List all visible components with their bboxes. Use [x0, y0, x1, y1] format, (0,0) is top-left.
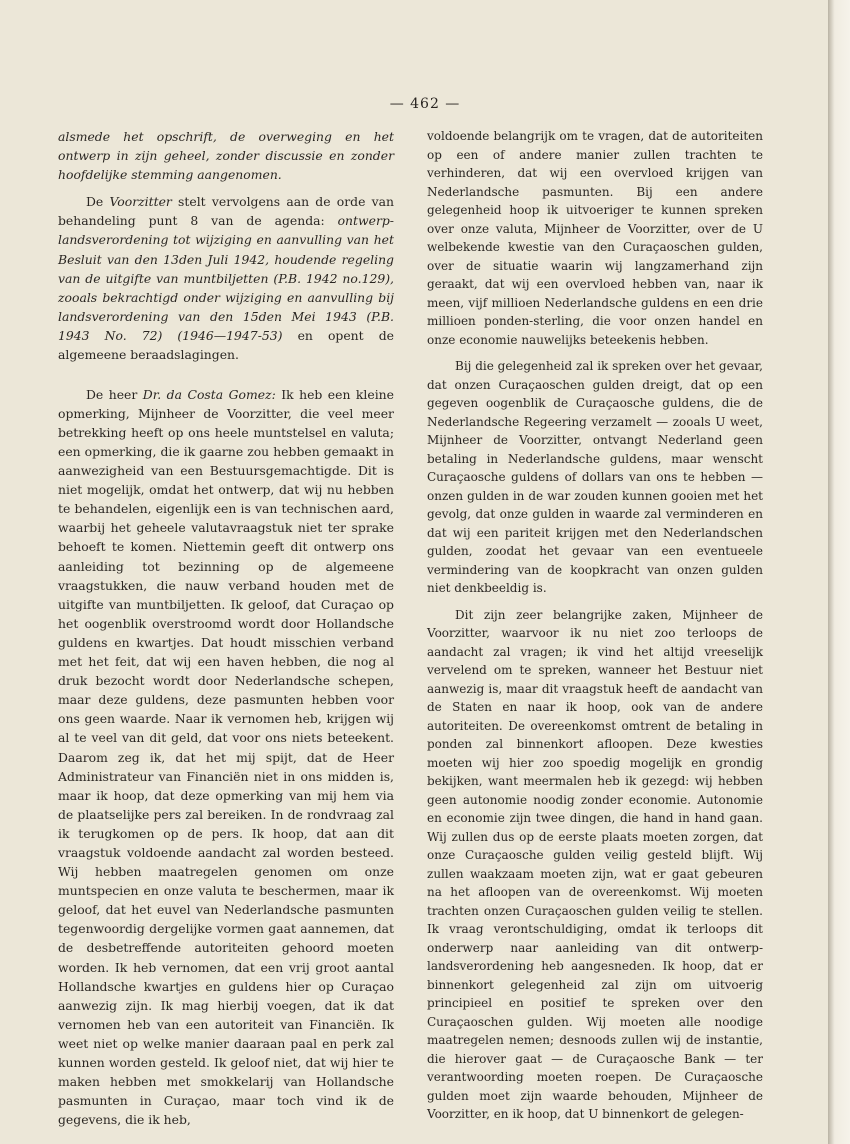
text-run: stelt vervolgens aan de orde van behandeling punt 8 van de agenda: [58, 194, 394, 229]
text-run: De [86, 194, 110, 210]
page-edge [828, 0, 850, 1144]
text-run: Ik heb een kleine opmerking, Mijnheer de Voorzitter, die veel meer betrekking heeft op ons heele muntstelsel en valuta; een opmerking, die ik gaarne zou hebben gemaakt in aanwezigheid van een Bestuursgemachtigde. Dit is niet mogelijk, omdat het ontwerp, dat wij nu hebben te behandelen, eigenlijk een is van technischen aard, waarbij het geheele valutavraagstuk niet ter sprake behoeft te komen. Niettemin geeft dit ontwerp ons aanleiding tot bezinning op de algemeene vraagstukken, die nauw verband houden met de uitgifte van muntbiljetten. Ik geloof, dat Curaçao op het oogenblik overstroomd wordt door Hollandsche guldens en kwartjes. Dat houdt misschien verband met het feit, dat wij een haven hebben, die nog al druk bezocht wordt door Nederlandsche schepen, maar deze guldens, deze pasmunten hebben voor ons geen waarde. Naar ik vernomen heb, krijgen wij al te veel van dit geld, dat voor ons niets beteekent. Daarom zeg ik, dat het mij spijt, dat de Heer Administrateur van Financiën niet in ons midden is, maar ik hoop, dat deze opmerking van mij hem via de plaatselijke pers zal bereiken. In de rondvraag zal ik terugkomen op de pers. Ik hoop, dat aan dit vraagstuk voldoende aandacht zal worden besteed. Wij hebben maatregelen genomen om onze muntspecien en onze valuta te beschermen, maar ik geloof, dat het euvel van Nederlandsche pasmunten tegenwoordig dergelijke vormen gaat aannemen, dat de desbetreffende autoriteiten gehoord moeten worden. Ik heb vernomen, dat een vrij groot aantal Hollandsche kwartjes en guldens hier op Curaçao aanwezig zijn. Ik mag hierbij voegen, dat ik dat vernomen heb van een autoriteit van Financiën. Ik weet niet op welke manier daaraan paal en perk zal kunnen worden gesteld. Ik geloof niet, dat wij hier te maken hebben met smokkelarij van Hollandsche pasmunten in Curaçao, maar toch vind ik de gegevens, die ik heb, [58, 386, 394, 1128]
text-run: en opent de algemeene beraadslagingen. [58, 327, 394, 363]
paragraph [58, 192, 394, 364]
paragraph [58, 385, 394, 1130]
agenda-item-title: ontwerp-landsverordening tot wijziging en aanvulling van het Besluit van den 13den Juli 1942, houdende regeling van de uitgifte van muntbiljetten (P.B. 1942 no.129), zooals bekrachtigd onder wijziging en aanvulling bij landsverordening van den 15den Mei 1943 (P.B. 1943 No. 72) (1946—1947-53) [58, 213, 394, 343]
paragraph [58, 127, 394, 184]
page-number: — 462 — [389, 96, 461, 112]
paragraph: voldoende belangrijk om te vragen, dat de autoriteiten op een of andere manier zullen trachten te verhinderen, dat wij een overvloed krijgen van Nederlandsche pasmunten. Bij een andere gelegenheid hoop ik uitvoeriger te kunnen spreken over onze valuta, Mijnheer de Voorzitter, over de U welbekende kwestie van den Curaçaoschen gulden, over de situatie waarin wij langzamerhand zijn geraakt, dat wij een overvloed hebben van, naar ik meen, vijf millioen Nederlandsche guldens en een drie millioen ponden-sterling, die voor onzen handel en onze economie nauwelijks beteekenis hebben. [427, 129, 763, 347]
speaker-name: Dr. da Costa Gomez: [142, 386, 276, 402]
right-column [427, 127, 763, 1124]
paragraph: Dit zijn zeer belangrijke zaken, Mijnheer de Voorzitter, waarvoor ik nu niet zoo terloops de aandacht zal vragen; ik vind het altijd vreeselijk vervelend om te spreken, wanneer het Bestuur niet aanwezig is, maar dit vraagstuk heeft de aandacht van de Staten en naar ik hoop, ook van de andere autoriteiten. De overeenkomst omtrent de betaling in ponden zal binnenkort afloopen. Deze kwesties moeten wij hier zoo spoedig mogelijk en grondig bekijken, want meermalen heb ik gezegd: wij hebben geen autonomie noodig zonder economie. Autonomie en economie zijn twee dingen, die hand in hand gaan. Wij zullen dus op de eerste plaats moeten zorgen, dat onze Curaçaosche gulden veilig gesteld blijft. Wij zullen waakzaam moeten zijn, wat er gaat gebeuren na het afloopen van de overeenkomst. Wij moeten trachten onzen Curaçaoschen gulden veilig te stellen. Ik vraag verontschuldiging, omdat ik terloops dit onderwerp naar aanleiding van dit ontwerp-landsverordening heb aangesneden. Ik hoop, dat er binnenkort gelegenheid zal zijn om uitvoerig principieel en positief te spreken over den Curaçaoschen gulden. Wij moeten alle noodige maatregelen nemen; desnoods zullen wij de instantie, die hierover gaat — de Curaçaosche Bank — ter verantwoording moeten roepen. De Curaçaosche gulden moet zijn waarde behouden, Mijnheer de Voorzitter, en ik hoop, dat U binnenkort de gelegen- [427, 607, 763, 1121]
left-column [58, 127, 394, 1129]
continued-text: alsmede het opschrift, de overweging en het ontwerp in zijn geheel, zonder discussie en zonder hoofdelijke stemming aangenomen. [58, 129, 394, 183]
speaker-name: Voorzitter [109, 194, 172, 210]
paragraph: Bij die gelegenheid zal ik spreken over het gevaar, dat onzen Curaçaoschen gulden dreigt, dat op een gegeven oogenblik de Curaçaosche guldens, die de Nederlandsche Regeering verzamelt — zooals U weet, Mijnheer de Voorzitter, ontvangt Nederland geen betaling in Nederlandsche guldens, maar wenscht Curaçaosche guldens of dollars van ons te hebben — onzen gulden in de war zouden kunnen gooien met het gevolg, dat onze gulden in waarde zal verminderen en dat wij een pariteit krijgen met den Nederlandschen gulden, zoodat het gevaar van een eventueele vermindering van de koopkracht van onzen gulden niet denkbeeldig is. [427, 359, 763, 595]
text-run: De heer [86, 386, 143, 402]
